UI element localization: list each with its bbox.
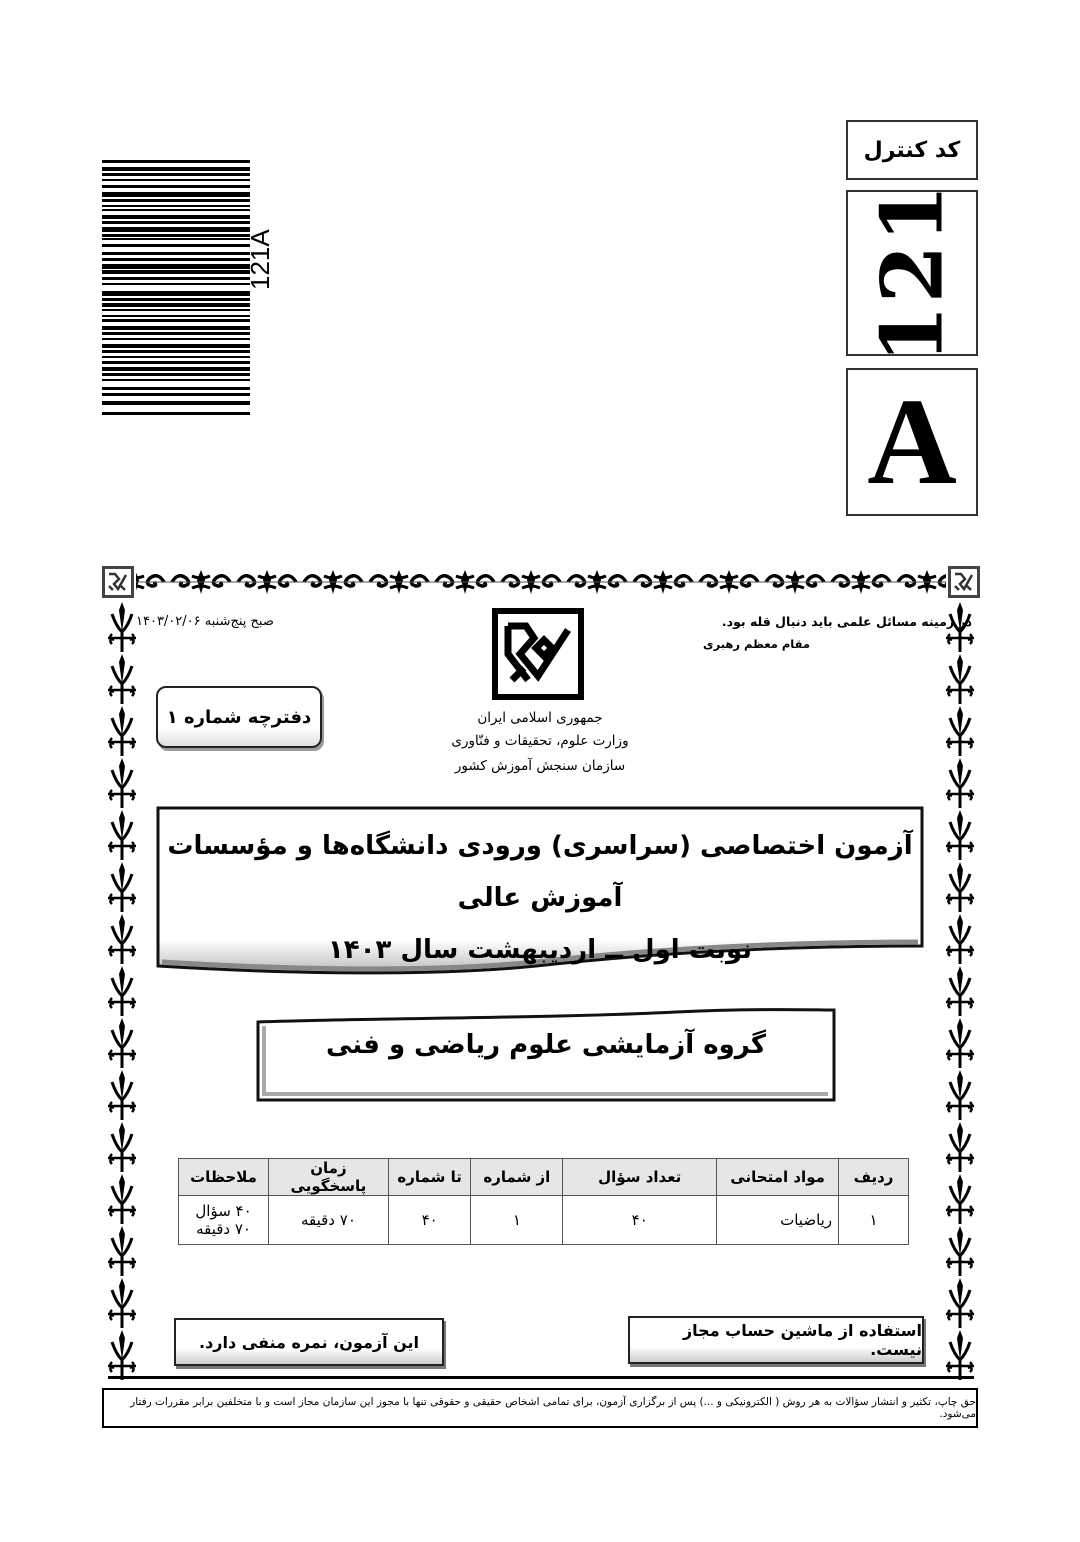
cell-time: ۷۰ دقیقه: [269, 1196, 389, 1245]
barcode-bar: [102, 326, 250, 330]
col-row: ردیف: [839, 1159, 909, 1196]
barcode-bar: [102, 338, 250, 340]
col-subject: مواد امتحانی: [717, 1159, 839, 1196]
control-code-number: 121: [862, 182, 962, 364]
quote-author: مقام معظم رهبری: [703, 637, 810, 651]
barcode-text: 121A: [245, 229, 275, 290]
barcode-bar: [102, 238, 250, 240]
barcode-bar: [102, 264, 250, 269]
cell-to: ۴۰: [388, 1196, 471, 1245]
cell-count: ۴۰: [563, 1196, 717, 1245]
exam-group-title: گروه آزمایشی علوم ریاضی و فنی: [325, 1030, 767, 1060]
copyright-notice: حق چاپ، تکثیر و انتشار سؤالات به هر روش ( الکترونیکی و ...) پس از برگزاری آزمون، برای تمامی اشخاص حقیقی و حقوقی تنها با مجوز این سازمان مجاز است و با متخلفین برابر مقررات رفتار می‌شود.: [102, 1388, 978, 1428]
barcode-bar: [102, 298, 250, 301]
col-time: زمان پاسخگویی: [269, 1159, 389, 1196]
barcode-bar: [102, 401, 250, 405]
ornamental-border-left: [102, 600, 142, 1380]
frame-bottom-line: [108, 1376, 974, 1379]
exam-title-line-1: آزمون اختصاصی (سراسری) ورودی دانشگاه‌ها و مؤسسات آموزش عالی: [167, 831, 913, 913]
cell-from: ۱: [471, 1196, 563, 1245]
exam-title: [156, 820, 924, 976]
barcode-bar: [102, 258, 250, 261]
control-code-number-box: [846, 182, 978, 364]
cell-notes: [179, 1196, 269, 1245]
barcode-bar: [102, 277, 250, 280]
barcode-bar: [102, 387, 250, 390]
barcode-bar: [102, 167, 250, 171]
barcode-bar: [102, 252, 250, 255]
barcode-bar: [102, 199, 250, 202]
barcode-bar: [102, 291, 250, 296]
org-line-1: جمهوری اسلامی ایران: [477, 710, 603, 726]
barcode-bar: [102, 379, 250, 381]
table-header-row: [179, 1159, 909, 1196]
barcode-bar: [102, 205, 250, 207]
sanjesh-logo-icon: [492, 608, 584, 700]
barcode-bar: [102, 244, 250, 247]
barcode-bar: [102, 221, 250, 224]
barcode-bar: [102, 412, 250, 415]
barcode-bar: [102, 179, 250, 181]
col-notes: ملاحظات: [179, 1159, 269, 1196]
barcode-bar: [102, 185, 250, 188]
ornamental-border-top: [102, 566, 980, 598]
ornamental-border-right: [940, 600, 980, 1380]
calculator-notice: استفاده از ماشین حساب مجاز نیست.: [628, 1316, 924, 1364]
booklet-number: دفترچه شماره ۱: [156, 686, 322, 748]
notes-line-1: ۴۰ سؤال: [195, 1202, 252, 1220]
barcode-bar: [102, 356, 250, 358]
col-count: تعداد سؤال: [563, 1159, 717, 1196]
barcode-bar: [102, 393, 250, 396]
barcode-bar: [102, 315, 250, 317]
barcode-bar: [102, 319, 250, 322]
barcode-bar: [102, 160, 250, 163]
barcode-bar: [102, 234, 250, 237]
barcode-bar: [102, 303, 250, 307]
barcode-bar: [102, 309, 250, 311]
barcode-bar: [102, 373, 250, 376]
barcode-bar: [102, 270, 250, 274]
negative-marking-notice: این آزمون، نمره منفی دارد.: [174, 1318, 444, 1366]
barcode-bar: [102, 173, 250, 176]
exam-date: صبح پنج‌شنبه ۱۴۰۳/۰۲/۰۶: [136, 614, 274, 629]
barcode-bar: [102, 215, 250, 219]
barcode-bar: [102, 361, 250, 364]
leader-quote: در زمینه مسائل علمی باید دنبال قله بود.: [721, 614, 972, 629]
col-from: از شماره: [471, 1159, 563, 1196]
barcode-bar: [102, 350, 250, 353]
barcode-bar: [102, 227, 250, 232]
notes-line-2: ۷۰ دقیقه: [196, 1220, 251, 1238]
barcode-bar: [102, 332, 250, 335]
control-code-label: کد کنترل: [846, 120, 978, 180]
barcode-bar: [102, 192, 250, 197]
booklet-version: A: [846, 368, 978, 516]
table-row: [179, 1196, 909, 1245]
exam-title-line-2: نوبت اول ــ اردیبهشت سال ۱۴۰۳: [327, 935, 753, 965]
corner-logo-right-icon: [948, 566, 980, 598]
barcode-bar: [102, 344, 250, 348]
col-to: تا شماره: [388, 1159, 471, 1196]
org-line-2: وزارت علوم، تحقیقات و فنّاوری: [451, 733, 629, 749]
barcode: [102, 160, 250, 418]
subjects-table: [178, 1158, 909, 1245]
cell-row: ۱: [839, 1196, 909, 1245]
corner-logo-left-icon: [102, 566, 134, 598]
cell-subject: ریاضیات: [717, 1196, 839, 1245]
org-line-3: سازمان سنجش آموزش کشور: [454, 758, 626, 774]
barcode-bar: [102, 283, 250, 285]
barcode-bar: [102, 367, 250, 371]
barcode-bar: [102, 209, 250, 211]
